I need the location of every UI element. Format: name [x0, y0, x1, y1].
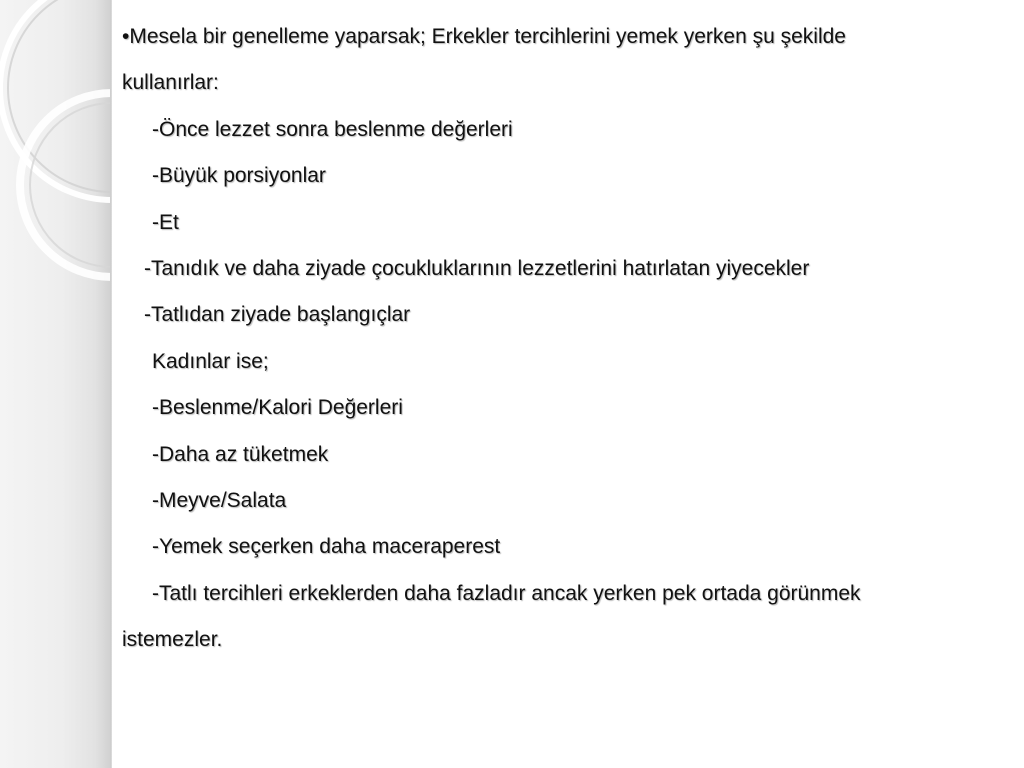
- slide-body: [122, 14, 1002, 663]
- list-item: -Beslenme/Kalori Değerleri: [152, 396, 403, 420]
- list-item: -Tanıdık ve daha ziyade çocukluklarının lezzetlerini hatırlatan yiyecekler: [144, 256, 810, 280]
- sidebar-edge: [110, 0, 112, 768]
- decorative-sidebar: [0, 0, 112, 768]
- list-item: -Büyük porsiyonlar: [152, 164, 326, 188]
- bullet-intro: •Mesela bir genelleme yaparsak; Erkekler tercihlerini yemek yerken şu şekilde: [122, 25, 846, 48]
- list-item: -Tatlıdan ziyade başlangıçlar: [144, 303, 411, 327]
- bullet-intro-continued: kullanırlar:: [122, 71, 219, 95]
- list-item-continued: istemezler.: [122, 628, 223, 652]
- list-item: -Önce lezzet sonra beslenme değerleri: [152, 117, 513, 141]
- list-item: -Tatlı tercihleri erkeklerden daha fazladır ancak yerken pek ortada görünmek: [152, 581, 861, 605]
- list-item: -Et: [152, 210, 179, 234]
- decorative-circles: [0, 0, 112, 768]
- list-item: -Daha az tüketmek: [152, 442, 329, 466]
- subheading: Kadınlar ise;: [152, 349, 269, 373]
- list-item: -Yemek seçerken daha maceraperest: [152, 535, 501, 559]
- list-item: -Meyve/Salata: [152, 488, 287, 512]
